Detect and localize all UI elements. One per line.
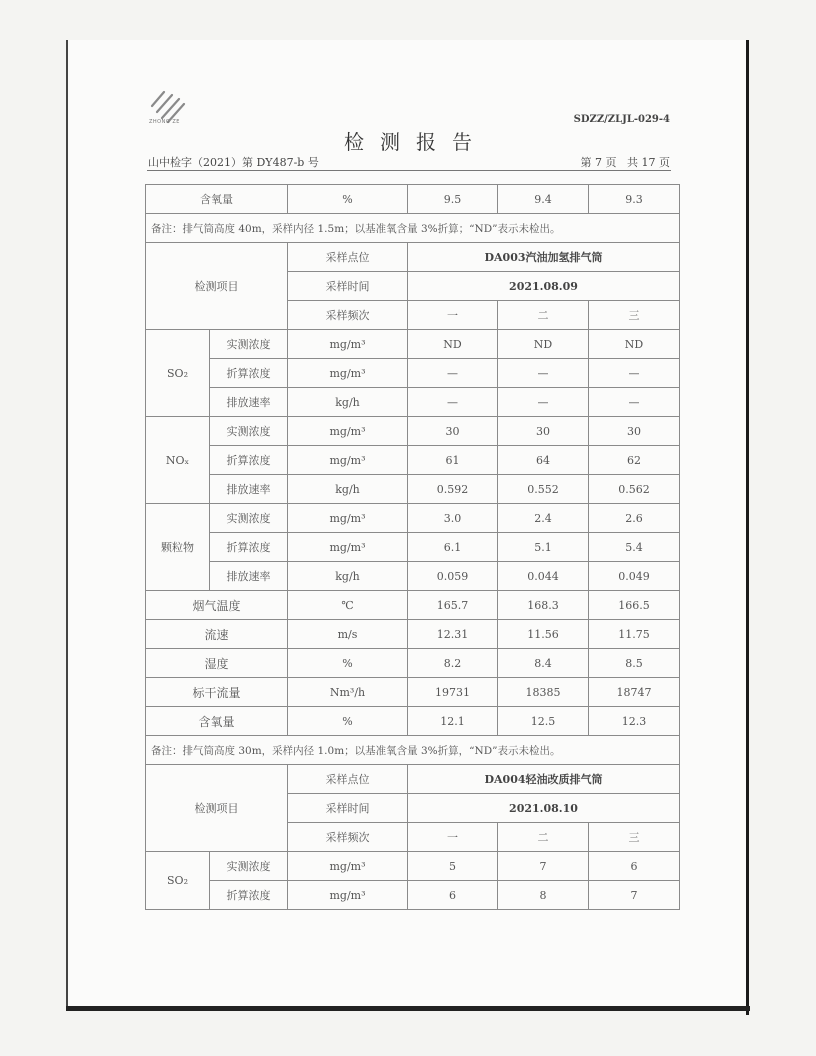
value-cell: 0.562	[589, 475, 680, 504]
value-cell: 19731	[408, 678, 498, 707]
sampling-time: 2021.08.09	[408, 272, 680, 301]
table-row	[146, 649, 680, 678]
pollutant-name: SO₂	[146, 330, 210, 417]
value-cell: 9.3	[589, 185, 680, 214]
value-cell: 61	[408, 446, 498, 475]
sampling-time: 2021.08.10	[408, 794, 680, 823]
value-cell: 62	[589, 446, 680, 475]
value-cell: 6.1	[408, 533, 498, 562]
sampling-point: DA004轻油改质排气筒	[408, 765, 680, 794]
value-cell: 8.2	[408, 649, 498, 678]
value-cell: 3.0	[408, 504, 498, 533]
param-cell: 实测浓度	[210, 504, 288, 533]
unit-cell: kg/h	[288, 562, 408, 591]
unit-cell: m/s	[288, 620, 408, 649]
value-cell: 9.4	[498, 185, 589, 214]
unit-cell: mg/m³	[288, 852, 408, 881]
value-cell: 5.1	[498, 533, 589, 562]
frequency-cell: 三	[589, 823, 680, 852]
table-row	[146, 533, 680, 562]
table-row	[146, 881, 680, 910]
param-cell: 折算浓度	[210, 359, 288, 388]
value-cell: 0.044	[498, 562, 589, 591]
table-row	[146, 678, 680, 707]
value-cell: —	[589, 359, 680, 388]
table-row	[146, 388, 680, 417]
frequency-label: 采样频次	[288, 823, 408, 852]
value-cell: ND	[408, 330, 498, 359]
pollutant-name: 颗粒物	[146, 504, 210, 591]
value-cell: 30	[589, 417, 680, 446]
value-cell: 6	[408, 881, 498, 910]
param-cell: 排放速率	[210, 388, 288, 417]
row-label: 含氧量	[146, 707, 288, 736]
paper-bottom-edge	[66, 1006, 750, 1011]
value-cell: 5.4	[589, 533, 680, 562]
frequency-cell: 二	[498, 823, 589, 852]
unit-cell: mg/m³	[288, 330, 408, 359]
value-cell: 0.059	[408, 562, 498, 591]
value-cell: 0.592	[408, 475, 498, 504]
param-cell: 排放速率	[210, 475, 288, 504]
table-row	[146, 330, 680, 359]
unit-cell: Nm³/h	[288, 678, 408, 707]
value-cell: 18385	[498, 678, 589, 707]
item-header: 检测项目	[146, 765, 288, 852]
table-row	[146, 736, 680, 765]
unit-cell: ℃	[288, 591, 408, 620]
frequency-label: 采样频次	[288, 301, 408, 330]
value-cell: 7	[589, 881, 680, 910]
unit-cell: mg/m³	[288, 881, 408, 910]
param-cell: 折算浓度	[210, 446, 288, 475]
value-cell: 5	[408, 852, 498, 881]
unit-cell: %	[288, 649, 408, 678]
table-row	[146, 707, 680, 736]
table-row	[146, 504, 680, 533]
frequency-cell: 一	[408, 301, 498, 330]
value-cell: 12.3	[589, 707, 680, 736]
value-cell: 64	[498, 446, 589, 475]
time-label: 采样时间	[288, 794, 408, 823]
value-cell: 12.31	[408, 620, 498, 649]
value-cell: 18747	[589, 678, 680, 707]
value-cell: 12.1	[408, 707, 498, 736]
value-cell: 8.5	[589, 649, 680, 678]
table-row	[146, 765, 680, 794]
table-row	[146, 852, 680, 881]
value-cell: 9.5	[408, 185, 498, 214]
value-cell: 6	[589, 852, 680, 881]
value-cell: 8	[498, 881, 589, 910]
unit-cell: mg/m³	[288, 446, 408, 475]
remark-note: 备注：排气筒高度 30m，采样内径 1.0m；以基准氧含量 3%折算，“ND”表示未检出。	[146, 736, 680, 765]
value-cell: —	[408, 388, 498, 417]
sampling-point: DA003汽油加氢排气筒	[408, 243, 680, 272]
row-label: 含氧量	[146, 185, 288, 214]
unit-cell: mg/m³	[288, 504, 408, 533]
value-cell: ND	[498, 330, 589, 359]
table-row	[146, 475, 680, 504]
value-cell: —	[408, 359, 498, 388]
pollutant-name: SO₂	[146, 852, 210, 910]
row-label: 流速	[146, 620, 288, 649]
value-cell: 12.5	[498, 707, 589, 736]
param-cell: 折算浓度	[210, 881, 288, 910]
remark-note: 备注：排气筒高度 40m，采样内径 1.5m；以基准氧含量 3%折算；“ND”表示未检出。	[146, 214, 680, 243]
param-cell: 实测浓度	[210, 330, 288, 359]
value-cell: —	[498, 359, 589, 388]
pollutant-name: NOₓ	[146, 417, 210, 504]
value-cell: 166.5	[589, 591, 680, 620]
unit-cell: kg/h	[288, 388, 408, 417]
item-header: 检测项目	[146, 243, 288, 330]
time-label: 采样时间	[288, 272, 408, 301]
unit-cell: mg/m³	[288, 533, 408, 562]
table-row	[146, 417, 680, 446]
logo-text: ZHONG ZE	[149, 119, 180, 125]
value-cell: 165.7	[408, 591, 498, 620]
table-row	[146, 185, 680, 214]
value-cell: ND	[589, 330, 680, 359]
frequency-cell: 一	[408, 823, 498, 852]
report-number: 山中检字（2021）第 DY487-b 号	[148, 156, 319, 169]
value-cell: 30	[408, 417, 498, 446]
value-cell: 7	[498, 852, 589, 881]
value-cell: 2.6	[589, 504, 680, 533]
row-label: 烟气温度	[146, 591, 288, 620]
report-title: 检测报告	[344, 130, 488, 154]
table-row	[146, 620, 680, 649]
table-row	[146, 591, 680, 620]
point-label: 采样点位	[288, 765, 408, 794]
table-row	[146, 214, 680, 243]
param-cell: 排放速率	[210, 562, 288, 591]
value-cell: 0.552	[498, 475, 589, 504]
table-row	[146, 359, 680, 388]
value-cell: 168.3	[498, 591, 589, 620]
frequency-cell: 二	[498, 301, 589, 330]
unit-cell: mg/m³	[288, 417, 408, 446]
param-cell: 折算浓度	[210, 533, 288, 562]
header-rule	[147, 170, 671, 171]
table-row	[146, 446, 680, 475]
unit-cell: %	[288, 707, 408, 736]
table-row	[146, 562, 680, 591]
table-row	[146, 243, 680, 272]
document-code: SDZZ/ZLJL-029-4	[573, 114, 670, 125]
row-label: 标干流量	[146, 678, 288, 707]
value-cell: 11.56	[498, 620, 589, 649]
point-label: 采样点位	[288, 243, 408, 272]
param-cell: 实测浓度	[210, 852, 288, 881]
unit-cell: kg/h	[288, 475, 408, 504]
value-cell: —	[589, 388, 680, 417]
unit-cell: %	[288, 185, 408, 214]
value-cell: 0.049	[589, 562, 680, 591]
frequency-cell: 三	[589, 301, 680, 330]
value-cell: —	[498, 388, 589, 417]
page-indicator: 第 7 页 共 17 页	[580, 156, 670, 169]
value-cell: 30	[498, 417, 589, 446]
paper-right-edge	[746, 40, 749, 1015]
value-cell: 11.75	[589, 620, 680, 649]
param-cell: 实测浓度	[210, 417, 288, 446]
value-cell: 8.4	[498, 649, 589, 678]
value-cell: 2.4	[498, 504, 589, 533]
unit-cell: mg/m³	[288, 359, 408, 388]
row-label: 湿度	[146, 649, 288, 678]
test-results-table	[145, 184, 680, 910]
